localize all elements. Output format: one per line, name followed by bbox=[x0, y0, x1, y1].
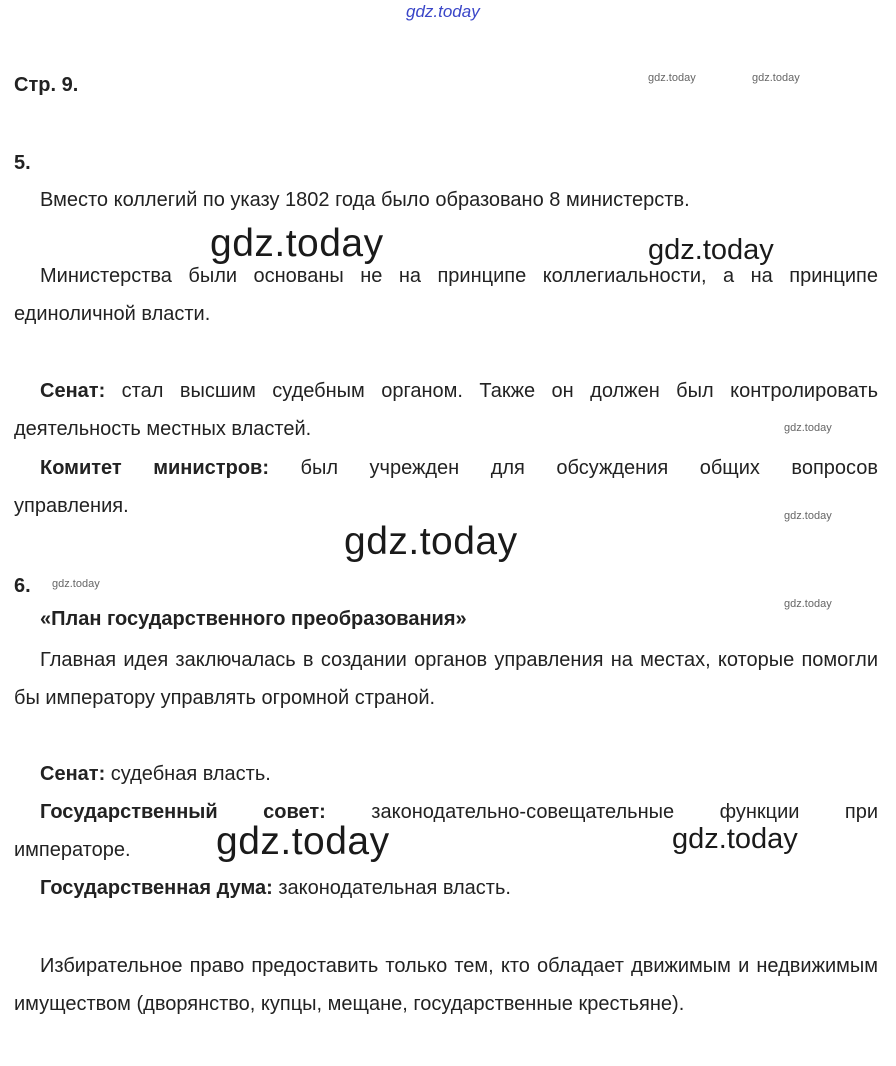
paragraph-ministries-principle: Министерства были основаны не на принципе коллегиальности, а на принципе единоличной власти. bbox=[14, 265, 878, 325]
watermark-small: gdz.today bbox=[752, 72, 800, 84]
paragraph-ministries: Вместо коллегий по указу 1802 года было образовано 8 министерств. bbox=[40, 189, 690, 211]
page-label: Стр. 9. bbox=[14, 74, 79, 96]
watermark-large: gdz.today bbox=[344, 520, 518, 563]
watermark-medium: gdz.today bbox=[672, 823, 798, 855]
watermark-small: gdz.today bbox=[648, 72, 696, 84]
term-committee: Комитет министров: bbox=[40, 457, 269, 479]
senate-description: стал высшим судебным органом. Также он должен был контролировать деятельность местных властей. bbox=[14, 380, 878, 440]
paragraph-voting-rights: Избирательное право предоставить только тем, кто обладает движимым и недвижимым имуществом (дворянство, купцы, мещане, государственные крестьяне). bbox=[14, 955, 878, 1015]
paragraph-senate-2 bbox=[14, 755, 878, 793]
watermark-small: gdz.today bbox=[52, 578, 100, 590]
watermark-small: gdz.today bbox=[784, 510, 832, 522]
term-state-council: Государственный совет: bbox=[40, 801, 326, 823]
paragraph-state-council bbox=[14, 793, 878, 869]
state-duma-description: законодательная власть. bbox=[272, 877, 511, 899]
watermark-medium: gdz.today bbox=[648, 234, 774, 266]
state-council-description: законодательно-совещательные функции при императоре. bbox=[14, 801, 878, 861]
watermark-small: gdz.today bbox=[784, 598, 832, 610]
paragraph-committee bbox=[14, 449, 878, 525]
term-senate-2: Сенат: bbox=[40, 763, 106, 785]
senate-2-description: судебная власть. bbox=[105, 763, 271, 785]
watermark-small: gdz.today bbox=[784, 422, 832, 434]
paragraph-main-idea: Главная идея заключалась в создании органов управления на местах, которые помогли бы императору управлять огромной страной. bbox=[14, 649, 878, 709]
section-title: «План государственного преобразования» bbox=[40, 608, 467, 630]
committee-description: был учрежден для обсуждения общих вопросов управления. bbox=[14, 457, 879, 517]
watermark-top: gdz.today bbox=[406, 2, 480, 21]
watermark-large: gdz.today bbox=[216, 820, 390, 863]
section-number-5: 5. bbox=[14, 152, 31, 174]
term-senate: Сенат: bbox=[40, 380, 106, 402]
section-number-6: 6. bbox=[14, 575, 31, 597]
watermark-large: gdz.today bbox=[210, 222, 384, 265]
paragraph-senate bbox=[14, 372, 878, 448]
term-state-duma: Государственная дума: bbox=[40, 877, 273, 899]
paragraph-state-duma bbox=[14, 869, 878, 907]
